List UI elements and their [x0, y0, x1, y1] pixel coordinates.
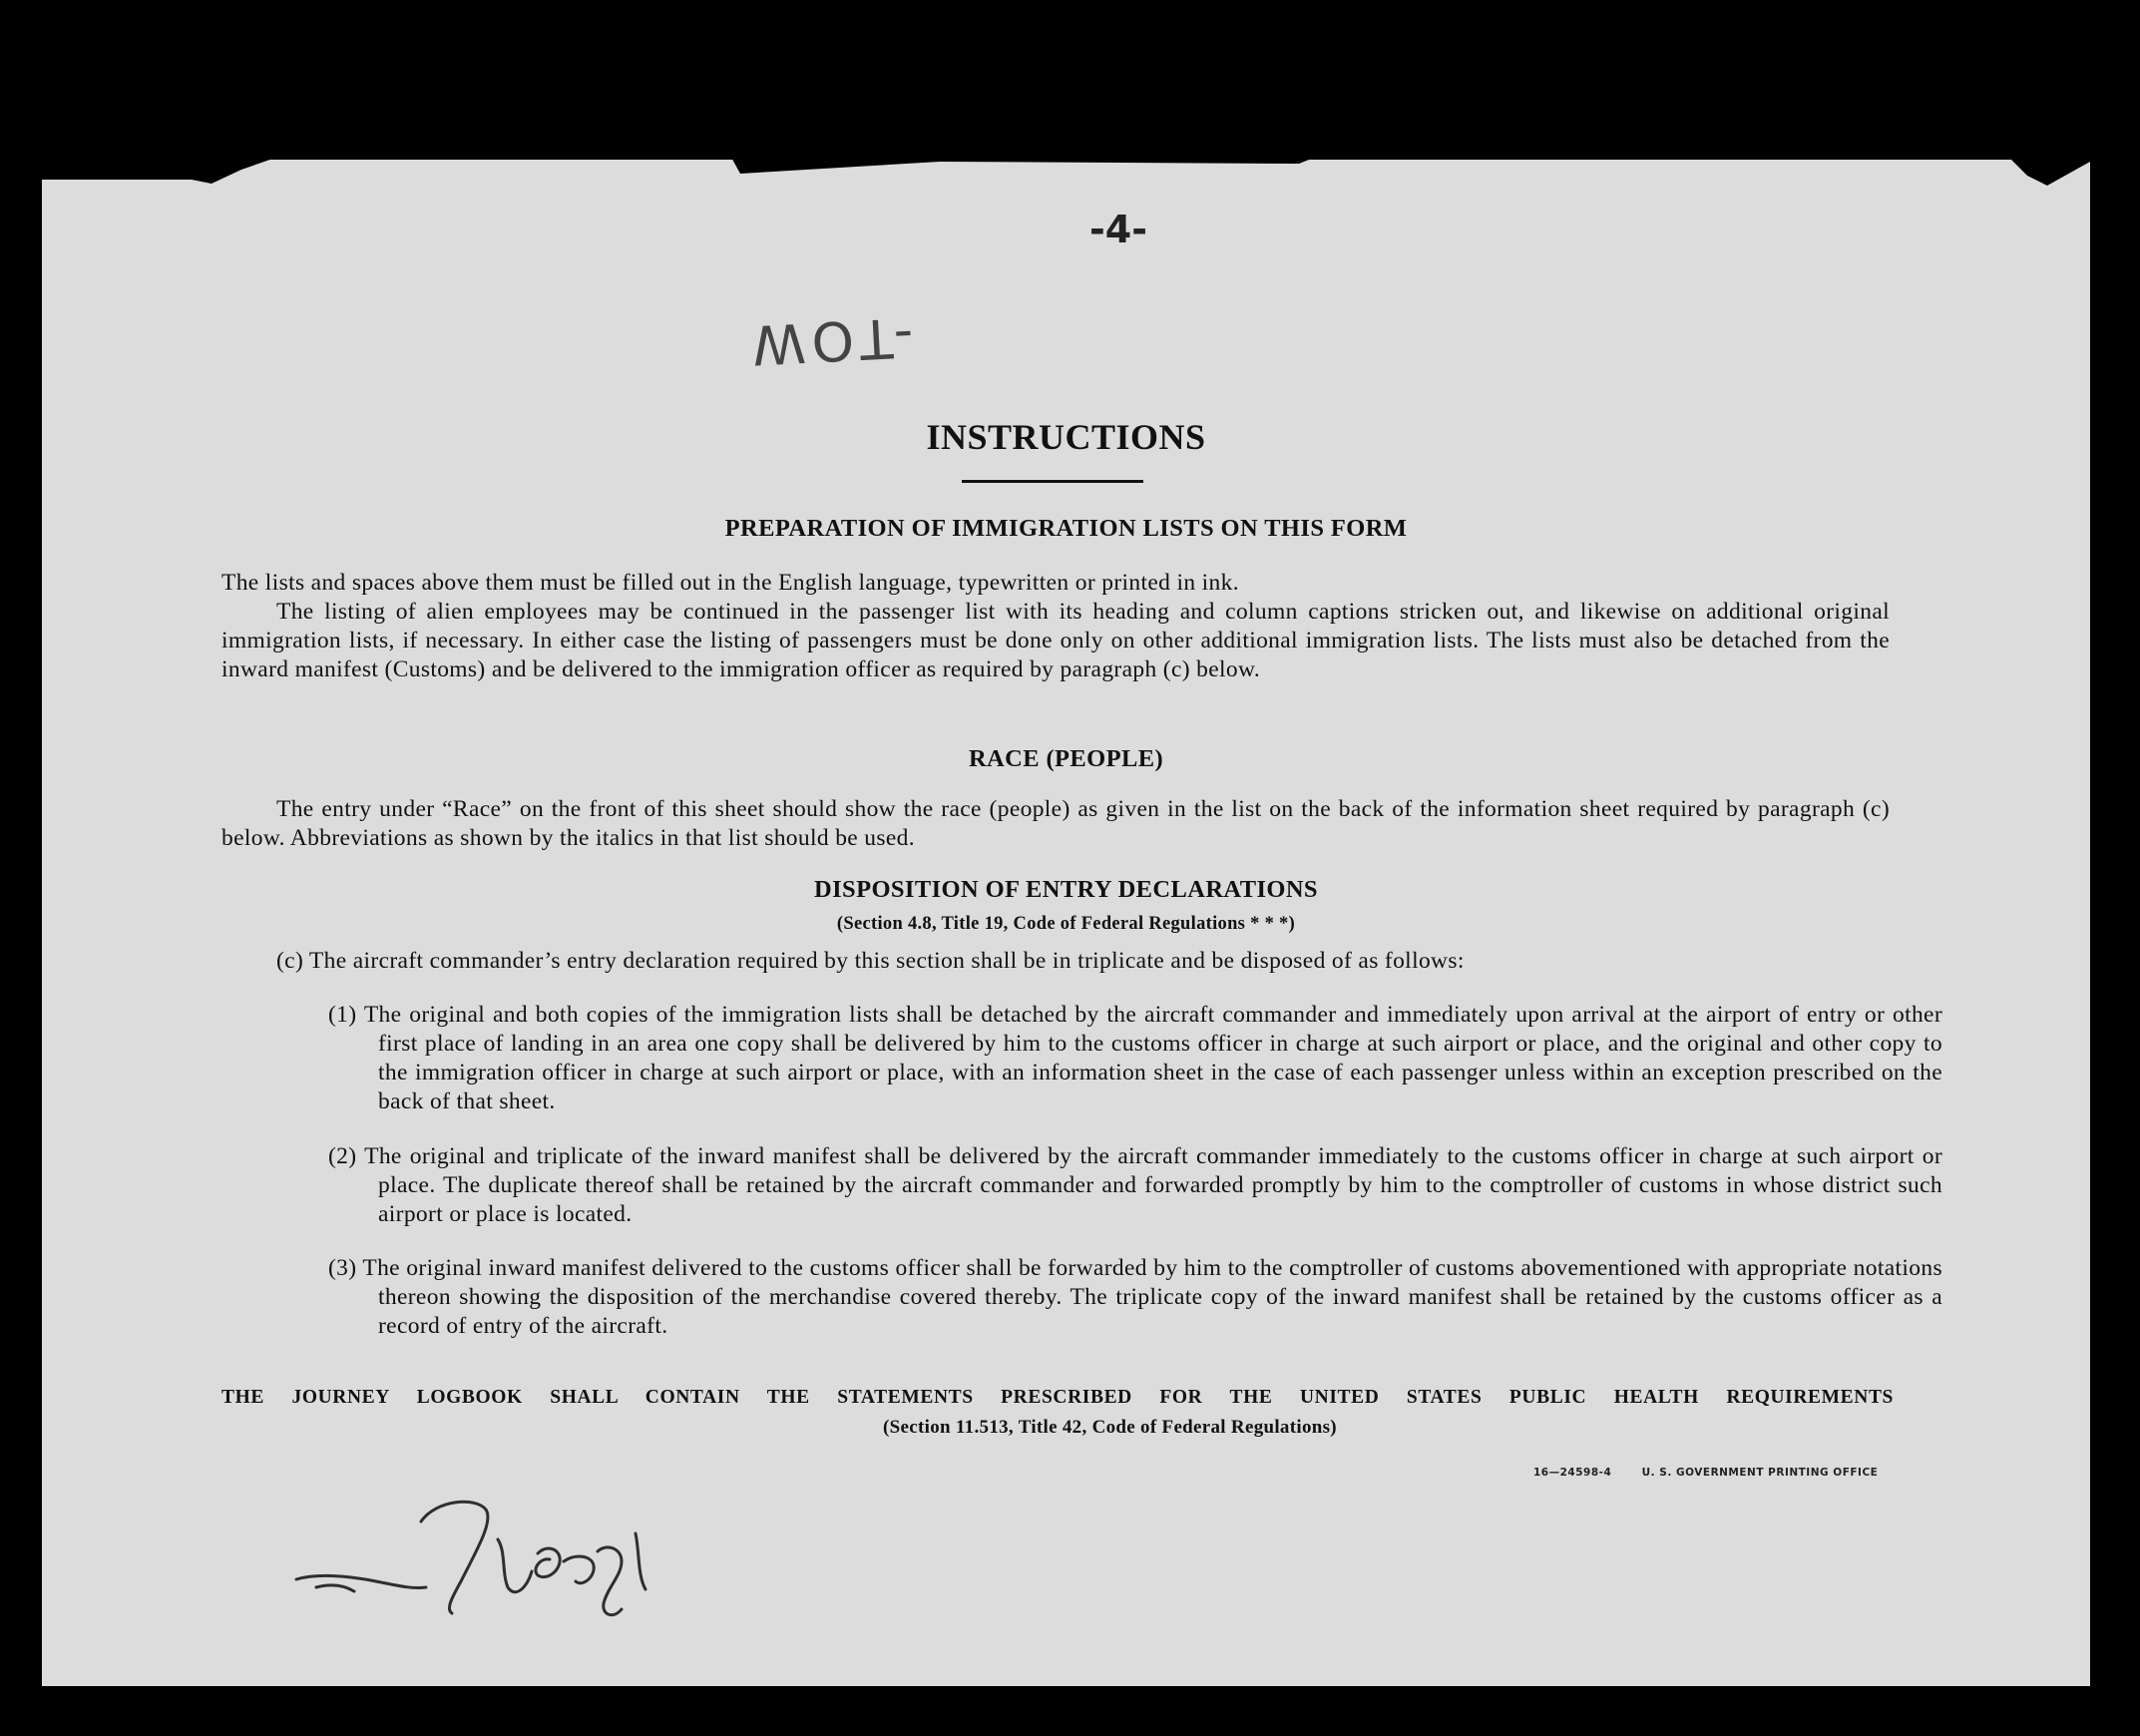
- footer-requirements-line: THE JOURNEY LOGBOOK SHALL CONTAIN THE STATEMENTS PRESCRIBED FOR THE UNITED STATES PUBLIC HEALTH REQUIREMENTS: [221, 1387, 1894, 1408]
- top-page-number: -4-: [1089, 208, 1147, 251]
- signature: [276, 1492, 695, 1631]
- print-imprint: [1533, 1467, 1878, 1479]
- race-heading: RACE (PEOPLE): [968, 745, 1164, 772]
- disposition-heading: DISPOSITION OF ENTRY DECLARATIONS: [814, 876, 1318, 903]
- disposition-item-3: (3) The original inward manifest delivered to the customs officer shall be forwarded by him to the comptroller of customs abovementioned with appropriate notations thereon showing the disposition of the merchandise covered thereby. The triplicate copy of the inward manifest shall be retained by the customs officer as a record of entry of the aircraft.: [328, 1255, 1942, 1339]
- printer-name: U. S. GOVERNMENT PRINTING OFFICE: [1641, 1467, 1879, 1479]
- torn-edge: [42, 156, 2090, 196]
- handwritten-code: WOT-: [750, 304, 921, 377]
- preparation-para-1: The lists and spaces above them must be filled out in the English language, typewritten or printed in ink.: [221, 570, 1239, 596]
- footer-section-reference: (Section 11.513, Title 42, Code of Federal Regulations): [883, 1417, 1337, 1438]
- race-para: The entry under “Race” on the front of this sheet should show the race (people) as given in the list on the back of the information sheet required by paragraph (c) below. Abbreviations as shown by the italics in that list should be used.: [221, 796, 1890, 851]
- title-rule: [962, 480, 1143, 483]
- disposition-subheading: (Section 4.8, Title 19, Code of Federal Regulations * * *): [836, 914, 1296, 934]
- preparation-heading: PREPARATION OF IMMIGRATION LISTS ON THIS FORM: [724, 515, 1408, 542]
- page-title: INSTRUCTIONS: [926, 417, 1206, 457]
- preparation-para-2: The listing of alien employees may be continued in the passenger list with its heading and column captions stricken out, and likewise on additional original immigration lists, if necessary. In either case the listing of passengers must be done only on other additional immigration lists. The lists must also be detached from the inward manifest (Customs) and be delivered to the immigration officer as required by paragraph (c) below.: [221, 599, 1890, 682]
- disposition-intro: (c) The aircraft commander’s entry declaration required by this section shall be in triplicate and be disposed of as follows:: [276, 948, 1465, 974]
- print-code: 16—24598-4: [1533, 1467, 1612, 1479]
- disposition-item-2: (2) The original and triplicate of the inward manifest shall be delivered by the aircraft commander immediately to the customs officer in charge at such airport or place. The duplicate thereof shall be retained by the aircraft commander and forwarded promptly by him to the comptroller of customs in whose district such airport or place is located.: [328, 1143, 1942, 1227]
- document-sheet: [42, 160, 2090, 1686]
- disposition-item-1: (1) The original and both copies of the immigration lists shall be detached by the aircraft commander and immediately upon arrival at the airport of entry or other first place of landing in an area one copy shall be delivered by him to the customs officer in charge at such airport or place, and the original and other copy to the immigration officer in charge at such airport or place, with an information sheet in the case of each passenger unless within an exception prescribed on the back of that sheet.: [328, 1002, 1942, 1114]
